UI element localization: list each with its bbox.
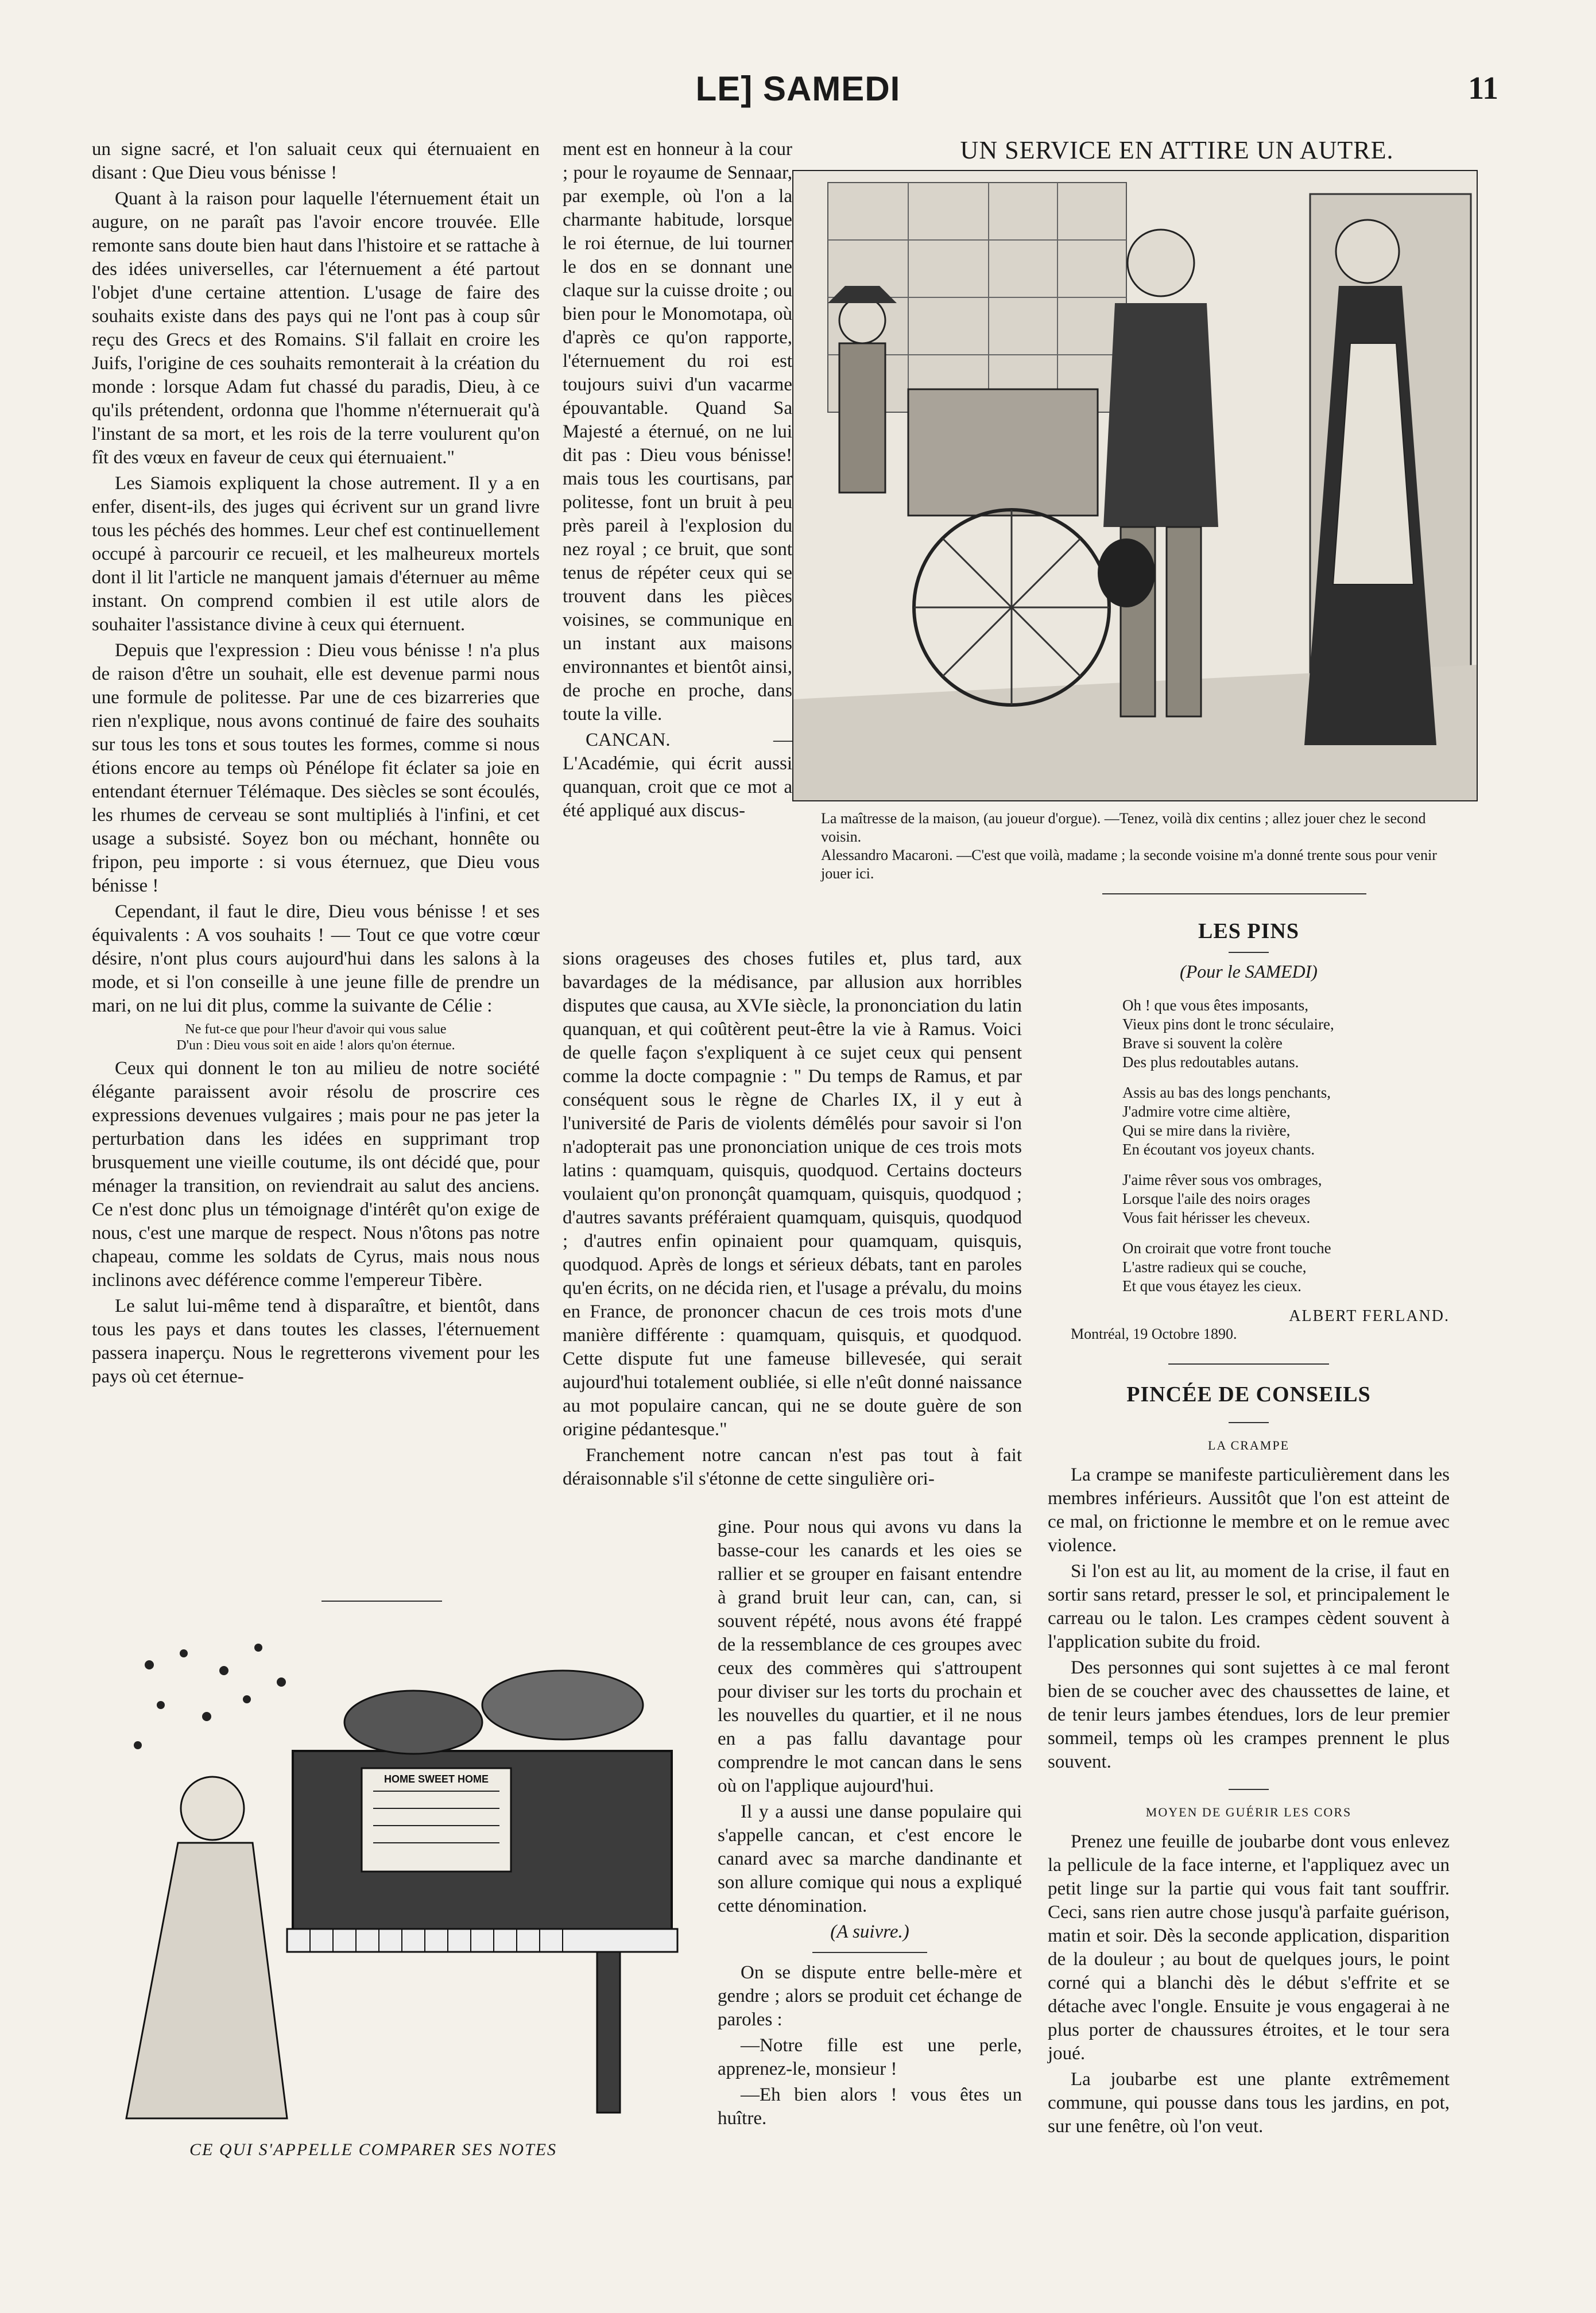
paragraph: Si l'on est au lit, au moment de la crise, il faut en sortir sans retard, presser le sol, et principalement le carreau ou le talon. Les crampes cèdent souvent à l'application subite du froid. — [1048, 1561, 1450, 1652]
caption-line: La maîtresse de la maison, (au joueur d'orgue). —Tenez, voilà dix centins ; allez jouer chez le second voisin. — [821, 810, 1426, 845]
divider — [1229, 1422, 1269, 1423]
poem-stanza — [1122, 996, 1450, 1072]
divider — [1229, 1789, 1269, 1790]
poem-stanza — [1122, 1171, 1450, 1227]
illustration-caption — [821, 809, 1464, 883]
poem-line: Oh ! que vous êtes imposants, — [1122, 997, 1308, 1014]
section-title-crampe: LA CRAMPE — [1207, 1438, 1290, 1452]
paragraph: sions orageuses des choses futiles et, plus tard, aux bavardages de la médisance, par allusion aux horribles disputes que causa, au XVIe siècle, la prononciation du latin quanquan, et qui coûtèrent peut-être la vie à Ramus. Voici de quelle façon s'expliquent à ce sujet ceux qui pensent comme la docte compagnie : " Du temps de Ramus, et par conséquent sous le règne de Charles IX, il y eut à l'université de Paris de violents démêlés pour savoir si l'on n'adopterait pas une prononciation unique de ces trois mots latins : quamquam, quisquis, quodquod. Certains docteurs voulaient qu'on prononçât quamquam, quisquis, quodquod ; d'autres savants préféraient quamquam, quisquis, quodquod ; d'autres enfin opinaient pour quamquam, quisquis, quodquod. Après de longs et sérieux débats, tant en paroles qu'en écrits, on ne décida rien, et l'usage a prévalu, du moins en France, de prononcer chacun de ces trois mots d'une manière différente : quamquam, quisquis, et quodquod. Cette dispute fut une fameuse billevesée, qui serait aujourd'hui totalement oubliée, si elle n'eût donné naissance au mot populaire cancan, qui ne se doute guère de son origine pédantesque." — [563, 948, 1022, 1440]
piano-cats-drawing — [115, 1619, 712, 2130]
poem-body — [1048, 996, 1450, 1296]
poem-stanza — [1122, 1239, 1450, 1296]
newspaper-title: LE] SAMEDI — [695, 69, 901, 108]
paragraph: On se dispute entre belle-mère et gendre ; alors se produit cet échange de paroles : — [718, 1962, 1022, 2030]
poem-title: LES PINS — [1198, 919, 1299, 943]
poem-line: En écoutant vos joyeux chants. — [1122, 1141, 1315, 1158]
paragraph: Prenez une feuille de joubarbe dont vous enlevez la pellicule de la face interne, et l'appliquez avec un petit linge sur la partie qui vous fait tant souffrir. Ceci, sans rien autre chose jusqu'à parfaite guérison, matin et soir. Dès la seconde application, disparition de la douleur ; au bout de quelques jours, le point corné qui a blanchi dès le début s'effrite et se détache avec l'ongle. Ensuite je vous engagerai à ne plus porter de chaussures étroites, et le tour sera joué. — [1048, 1831, 1450, 2064]
piano-cats-illustration — [115, 1619, 712, 2130]
poem-line: Vous fait hérisser les cheveux. — [1122, 1209, 1311, 1226]
poem-line: On croirait que votre front touche — [1122, 1239, 1331, 1257]
paragraph: Quant à la raison pour laquelle l'éternuement était un augure, on ne paraît pas l'avoir encore trouvée. Elle remonte sans doute bien haut dans l'histoire et se rattache à des idées universelles, car l'éternuement a été partout l'objet d'une certaine attention. L'usage de faire des souhaits existe dans des pays qui ne l'ont pas à coup sûr reçu des Grecs et des Romains. S'il fallait en croire les Juifs, l'origine de ces souhaits remonterait à la création du monde : lorsque Adam fut chassé du paradis, Dieu, à ce qu'ils prétendent, ordonna que l'homme n'éternuerait qu'à l'instant de sa mort, et les rois de la terre voulurent qu'on fît des vœux en faveur de ceux qui éternuaient." — [92, 188, 540, 468]
poem-line: J'aime rêver sous vos ombrages, — [1122, 1171, 1322, 1188]
poem-stanza — [1122, 1083, 1450, 1159]
poem-dedication: (Pour le SAMEDI) — [1180, 961, 1318, 982]
paragraph: Les Siamois expliquent la chose autrement. Il y a en enfer, disent-ils, des juges qui écrivent sur un grand livre tous les péchés des hommes. Leur chef est continuellement occupé à parcourir ce recueil, et les malheureux mortels dont il lit l'article ne manquent jamais d'éternuer au même instant. On comprend combien il est utile alors de souhaiter l'assistance divine à ceux qui éternuent. — [92, 473, 540, 635]
paragraph: —Eh bien alors ! vous êtes un huître. — [718, 2085, 1022, 2129]
divider — [321, 1601, 442, 1602]
crampe-text — [1048, 1463, 1450, 1774]
quote-line: D'un : Dieu vous soit en aide ! alors qu'on éternue. — [176, 1038, 455, 1053]
column-1 — [92, 138, 540, 1391]
divider — [1229, 952, 1269, 953]
verse-quote — [92, 1021, 540, 1053]
paragraph: CANCAN. — L'Académie, qui écrit aussi quanquan, croit que ce mot a été appliqué aux discus- — [563, 730, 792, 821]
cors-text — [1048, 1830, 1450, 2138]
caption-line: Alessandro Macaroni. —C'est que voilà, madame ; la seconde voisine m'a donné trente sous pour venir jouer ici. — [821, 847, 1437, 882]
poem-author: ALBERT FERLAND. — [1289, 1307, 1450, 1325]
column-3 — [1048, 919, 1450, 2141]
poem-line: Et que vous étayez les cieux. — [1122, 1277, 1301, 1295]
paragraph: La joubarbe est une plante extrêmement commune, qui pousse dans tous les jardins, en pot, sur une fenêtre, où l'on veut. — [1048, 2069, 1450, 2137]
organ-grinder-drawing — [793, 171, 1477, 800]
poem-line: Vieux pins dont le tronc séculaire, — [1122, 1016, 1334, 1033]
poem-line: Qui se mire dans la rivière, — [1122, 1122, 1291, 1139]
paragraph: Des personnes qui sont sujettes à ce mal feront bien de se coucher avec des chaussettes de laine, et de tenir leurs jambes étendues, lors de leur premier sommeil, temps où les crampes prennent le plus souvent. — [1048, 1657, 1450, 1772]
paragraph: Le salut lui-même tend à disparaître, et bientôt, dans tous les pays et dans toutes les classes, l'éternuement passera inaperçu. Nous le regretterons vivement pour les pays où cet éternue- — [92, 1296, 540, 1387]
divider — [1168, 1363, 1329, 1365]
paragraph: Depuis que l'expression : Dieu vous bénisse ! n'a plus de raison d'être un souhait, elle est devenue parmi nous une formule de politesse. Par une de ces bizarreries que rien n'explique, nous avons continué de faire des souhaits sur tous les tons et sous toutes les formes, comme si nous étions encore au temps où Pénélope fit éclater sa joie en entendant éternuer Télémaque. Des siècles se sont écoulés, les rhumes de cerveau se sont multipliés à l'infini, et cet usage a subsisté. Soyez bon ou méchant, honnête ou fripon, peu importe : si vous éternuez, que Dieu vous bénisse ! — [92, 640, 540, 896]
quote-line: Ne fut-ce que pour l'heur d'avoir qui vous salue — [185, 1022, 447, 1037]
paragraph: Cependant, il faut le dire, Dieu vous bénisse ! et ses équivalents : A vos souhaits ! — Tout ce que votre cœur désire, n'ont plus cours aujourd'hui dans les salons à la mode, et si l'on conseille à une jeune fille de prendre un mari, on ne lui dit plus, comme la suivante de Célie : — [92, 901, 540, 1016]
paragraph: un signe sacré, et l'on saluait ceux qui éternuaient en disant : Que Dieu vous bénisse ! — [92, 139, 540, 183]
poem-line: L'astre radieux qui se couche, — [1122, 1258, 1307, 1276]
poem-line: Assis au bas des longs penchants, — [1122, 1084, 1331, 1101]
illustration-title: UN SERVICE EN ATTIRE UN AUTRE. — [960, 136, 1394, 164]
paragraph: ment est en honneur à la cour ; pour le royaume de Sennaar, par exemple, où l'on a la charmante habitude, lorsque le roi éternue, de lui tourner le dos en se donnant une claque sur la cuisse droite ; ou bien pour le Monomotapa, où d'après ce qu'on rapporte, l'éternuement du roi est toujours suivi d'un vacarme épouvantable. Quand Sa Majesté a éternué, on ne lui dit pas : Dieu vous bénisse! mais tous les courtisans, par politesse, font un bruit à peu près pareil à l'explosion du nez royal ; ce bruit, que sont tenus de répéter ceux qui se trouvent dans les pièces voisines, se communique en un instant aux maisons environnantes et bientôt ainsi, de proche en proche, dans toute la ville. — [563, 139, 792, 724]
page-number: 11 — [1468, 71, 1498, 106]
bottom-illustration-caption: CE QUI S'APPELLE COMPARER SES NOTES — [189, 2140, 557, 2159]
poem-line: J'admire votre cime altière, — [1122, 1103, 1291, 1120]
divider — [1102, 893, 1366, 894]
poem-line: Brave si souvent la colère — [1122, 1035, 1283, 1052]
poem-line: Lorsque l'aile des noirs orages — [1122, 1190, 1311, 1207]
organ-grinder-illustration — [792, 170, 1478, 801]
paragraph: gine. Pour nous qui avons vu dans la basse-cour les canards et les oies se rallier et se grouper en faisant entendre à grand bruit leur can, can, can, si souvent répété, nous avons été frappé de la ressemblance de ces groupes avec ceux des commères qui s'attroupent pour diviser sur les torts du prochain et les nouvelles du quartier, et il ne nous en a pas fallu davantage pour comprendre le mot cancan dans le sens où on l'applique aujourd'hui. — [718, 1517, 1022, 1796]
poem-date: Montréal, 19 Octobre 1890. — [1071, 1326, 1237, 1342]
sheet-music-title: HOME SWEET HOME — [383, 1773, 489, 1785]
paragraph: Ceux qui donnent le ton au milieu de notre société élégante paraissent avoir résolu de proscrire ces expressions devenues vulgaires ; mais pour ne pas jeter la perturbation dans les idées en supprimant trop brusquement une vieille coutume, ils ont décidé que, pour ménager la transition, on reviendrait au salut des anciens. Ce n'est donc plus un témoignage d'intérêt qu'on exige de nous, c'est une marque de respect. Nous n'ôtons pas notre chapeau, comme les soldats de Cyrus, mais nous nous inclinons avec déférence comme l'empereur Tibère. — [92, 1058, 540, 1291]
poem-line: Des plus redoutables autans. — [1122, 1053, 1299, 1071]
paragraph: Il y a aussi une danse populaire qui s'appelle cancan, et c'est encore le canard avec sa marche dandinante et son allure comique qui nous a expliqué cette dénomination. — [718, 1801, 1022, 1916]
paragraph: Franchement notre cancan n'est pas tout à fait déraisonnable s'il s'étonne de cette singulière ori- — [563, 1445, 1022, 1489]
paragraph: —Notre fille est une perle, apprenez-le, monsieur ! — [718, 2035, 1022, 2079]
to-be-continued: (A suivre.) — [830, 1921, 909, 1942]
conseils-title: PINCÉE DE CONSEILS — [1126, 1382, 1371, 1407]
column-2-continued — [563, 947, 1022, 1493]
divider — [812, 1952, 927, 1953]
section-title-cors: MOYEN DE GUÉRIR LES CORS — [1145, 1805, 1352, 1819]
column-2 — [563, 138, 792, 825]
column-2-lower — [718, 1516, 1022, 2133]
paragraph: La crampe se manifeste particulièrement dans les membres inférieurs. Aussitôt que l'on est atteint de ce mal, on frictionne le membre et on le remue avec violence. — [1048, 1464, 1450, 1556]
